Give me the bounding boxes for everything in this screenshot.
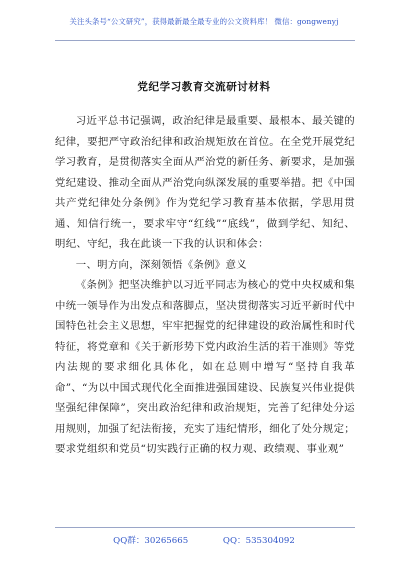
footer-qq-number: QQ：535304092 — [222, 536, 295, 546]
intro-paragraph: 习近平总书记强调，政治纪律是最重要、最根本、最关键的纪律，要把严守政治纪律和政治规矩放在首位。在全党开展党纪学习教育，是贯彻落实全面从严治党的新任务、新要求，是加强党纪建设、推动全面从严治党向纵深发展的重要举措。把《中国共产党纪律处分条例》作为党纪学习教育基本依据，学思用贯通、知信行统一，要求牢守“红线”“底线”，做到学纪、知纪、明纪、守纪，我在此谈一下我的认识和体会： — [55, 115, 355, 250]
footer-divider — [55, 527, 355, 528]
header-divider — [55, 40, 355, 41]
document-body — [55, 111, 355, 460]
footer-contacts — [0, 534, 408, 546]
section-heading: 一、明方向，深刻领悟《条例》意义 — [75, 258, 247, 271]
document-title: 党纪学习教育交流研讨材料 — [137, 81, 271, 93]
header-promo-note: 关注头条号“公文研究”，获得最新最全最专业的公文资料库！ 微信：gongwenyj — [69, 17, 339, 26]
body-paragraph: 《条例》把坚决维护以习近平同志为核心的党中央权威和集中统一领导作为出发点和落脚点，坚决贯彻落实习近平新时代中国特色社会主义思想，牢牢把握党的纪律建设的政治属性和时代特征，将党章和《关于新形势下党内政治生活的若干准则》等党内法规的要求细化具体化，如在总则中增写“坚持自我革命”、“为以中国式现代化全面推进强国建设、民族复兴伟业提供坚强纪律保障”，突出政治纪律和政治规矩，完善了纪律处分运用规则，加强了纪法衔接，充实了违纪情形，细化了处分规定；要求党组织和党员“切实践行正确的权力观、政绩观、事业观” — [55, 279, 355, 455]
footer-qq-group: QQ群：30265665 — [113, 536, 189, 546]
